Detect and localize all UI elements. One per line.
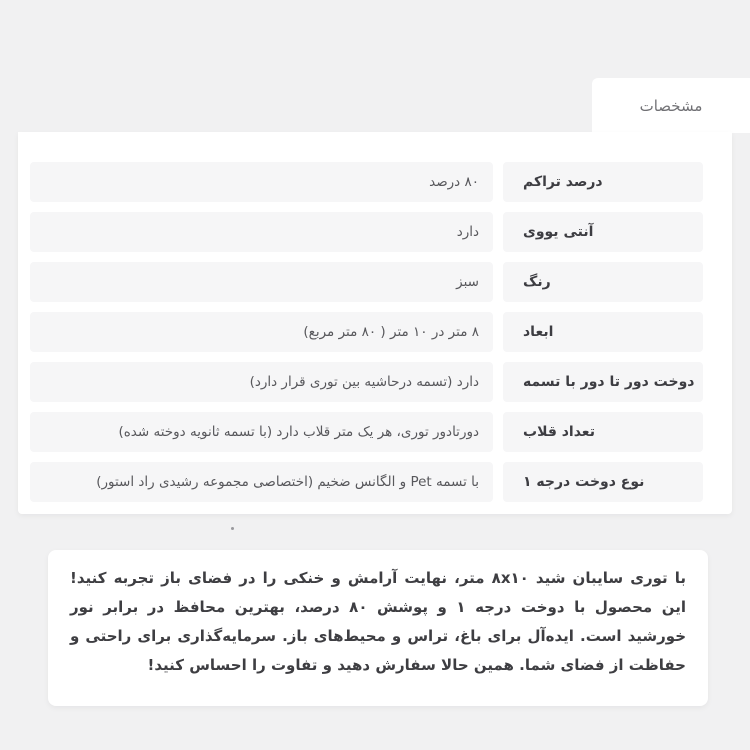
stray-dot <box>231 527 234 530</box>
spec-value: ۸ متر در ۱۰ متر ( ۸۰ متر مربع) <box>30 312 493 352</box>
spec-label: تعداد قلاب <box>503 412 703 452</box>
spec-value: دارد <box>30 212 493 252</box>
spec-value: دارد (تسمه درحاشیه بین توری قرار دارد) <box>30 362 493 402</box>
tab-specifications[interactable] <box>592 78 750 133</box>
description-card <box>48 550 708 706</box>
spec-row <box>30 412 703 452</box>
spec-row <box>30 462 703 502</box>
spec-label: ابعاد <box>503 312 703 352</box>
spec-row <box>30 162 703 202</box>
spec-row <box>30 212 703 252</box>
spec-label: نوع دوخت درجه ۱ <box>503 462 703 502</box>
spec-label: دوخت دور تا دور با تسمه <box>503 362 703 402</box>
spec-value: ۸۰ درصد <box>30 162 493 202</box>
specifications-title: مشخصات <box>639 96 703 115</box>
specifications-table <box>30 162 703 502</box>
spec-value: دورتادور توری، هر یک متر قلاب دارد (با تسمه ثانویه دوخته شده) <box>30 412 493 452</box>
spec-row <box>30 312 703 352</box>
spec-label: رنگ <box>503 262 703 302</box>
spec-value: با تسمه Pet و الگانس ضخیم (اختصاصی مجموعه رشیدی راد استور) <box>30 462 493 502</box>
spec-value: سبز <box>30 262 493 302</box>
spec-row <box>30 362 703 402</box>
specifications-card <box>18 132 732 514</box>
spec-label: درصد تراکم <box>503 162 703 202</box>
spec-row <box>30 262 703 302</box>
spec-label: آنتی یووی <box>503 212 703 252</box>
product-description: با توری سایبان شید ۸x۱۰ متر، نهایت آرامش و خنکی را در فضای باز تجربه کنید! این محصول با دوخت درجه ۱ و پوشش ۸۰ درصد، بهترین محافظ در برابر نور خورشید است. ایده‌آل برای باغ، تراس و محیط‌های باز. سرمایه‌گذاری برای راحتی و حفاظت از فضای شما. همین حالا سفارش دهید و تفاوت را احساس کنید! <box>70 569 686 674</box>
